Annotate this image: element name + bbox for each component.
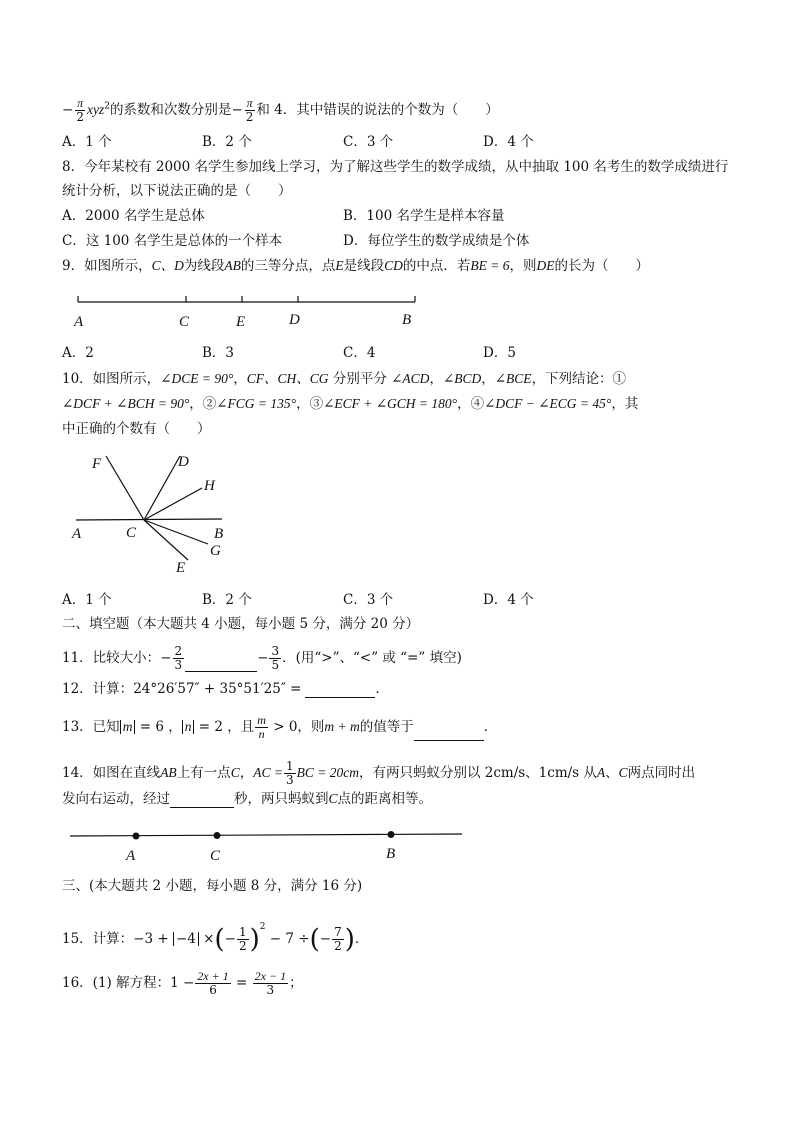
section3-heading: 三、(本大题共 2 小题，每小题 8 分，满分 16 分) [62,878,363,894]
q10-option-a: A．1 个 [62,592,112,608]
label-c: C [210,848,221,864]
q8-option-a: A．2000 名学生是总体 [62,208,205,224]
label-a: A [126,848,136,864]
label-d: D [289,312,300,328]
label-e: E [176,560,186,576]
q14-line2: 发向右运动，经过 秒，两只蚂蚁到C点的距离相等。 [62,791,433,807]
label-h: H [204,478,215,494]
q10-line2: ∠DCF + ∠BCH = 90°，②∠FCG = 135°，③∠ECF + ∠GCH = 180°，④∠DCF − ∠ECG = 45°，其 [62,396,639,412]
q13-line: 13．已知 m = 6 ， n = 2 ，且 $\frac{m}{n}$ > 0，则m + m的值等于 ． [62,713,498,741]
label-b: B [214,526,224,542]
section2-heading: 二、填空题（本大题共 4 小题，每小题 5 分，满分 20 分） [62,616,420,632]
q7-line: − $\frac{\pi}{2}$ xyz$^2$的系数和次数分别是− $\frac{\pi}{2}$ 和 4．其中错误的说法的个数为（ ） [62,96,499,124]
q7-option-c: C．3 个 [343,134,394,150]
q7-option-d: D．4 个 [483,134,534,150]
label-e: E [236,314,246,330]
point-a [133,833,140,840]
label-a: A [72,526,82,542]
q8-option-b: B．100 名学生是样本容量 [343,208,505,224]
q9-segment-figure [60,290,430,332]
label-b: B [402,312,412,328]
q8-line2: 统计分析，以下说法正确的是（ ） [62,183,292,199]
label-b: B [386,846,396,862]
label-a: A [74,314,84,330]
q14-line1: 14．如图在直线AB上有一点C，AC = $\frac{1}{3}$ BC = 20cm，有两只蚂蚁分别以 2cm/s、1cm/s 从A、C两点同时出 [62,759,696,787]
q9-stem: 9．如图所示，C、D为线段AB的三等分点，点E是线段CD的中点．若BE = 6，则DE的长为（ ） [62,258,649,274]
label-f: F [92,456,102,472]
q13-answer-blank[interactable] [414,726,484,741]
q8-option-d: D．每位学生的数学成绩是个体 [343,233,530,249]
q14-line-figure [66,824,466,866]
q9-option-c: C．4 [343,345,376,361]
line-ab [76,519,222,520]
q10-angle-figure [62,448,242,578]
q10-option-b: B．2 个 [202,592,252,608]
q10-option-c: C．3 个 [343,592,394,608]
q8-option-c: C．这 100 名学生是总体的一个样本 [62,233,283,249]
label-c: C [126,525,137,541]
q9-option-b: B．3 [202,345,235,361]
line-ab [70,834,462,836]
label-g: G [210,543,221,559]
q16-line: 16．(1) 解方程：1 − $\frac{2x + 1}{6}$ = $\frac{2x - 1}{3}$ ； [62,969,303,997]
point-c [214,832,221,839]
q12-line: 12．计算：24°26′57″ + 35°51′25″ = ． [62,681,389,697]
q14-answer-blank[interactable] [170,793,234,808]
q9-option-a: A．2 [62,345,94,361]
q7-option-b: B．2 个 [202,134,252,150]
ray-ce [144,520,188,560]
q11-answer-blank[interactable] [185,657,257,672]
q8-line1: 8．今年某校有 2000 名学生参加线上学习，为了解这些学生的数学成绩，从中抽取 100 名考生的数学成绩进行 [62,159,729,175]
q15-line: 15．计算：−3 + −4 ×(− $\frac{1}{2}$ )$^2$ − 7 ÷(− $\frac{7}{2}$ )． [62,922,369,955]
q10-option-d: D．4 个 [483,592,534,608]
label-d: D [178,454,189,470]
q10-line1: 10．如图所示，∠DCE = 90°，CF、CH、CG 分别平分 ∠ACD，∠BCD，∠BCE，下列结论：① [62,371,627,387]
ray-cf [106,456,144,520]
q12-answer-blank[interactable] [305,683,375,698]
q9-option-d: D．5 [483,345,516,361]
q7-option-a: A．1 个 [62,134,112,150]
point-b [388,831,395,838]
q11-line: 11．比较大小：− $\frac{2}{3}$ − $\frac{3}{5}$ ．(用“>”、“<” 或 “=” 填空) [62,644,462,672]
q10-line3: 中正确的个数有（ ） [62,421,211,437]
ray-cg [144,520,208,544]
label-c: C [179,314,190,330]
